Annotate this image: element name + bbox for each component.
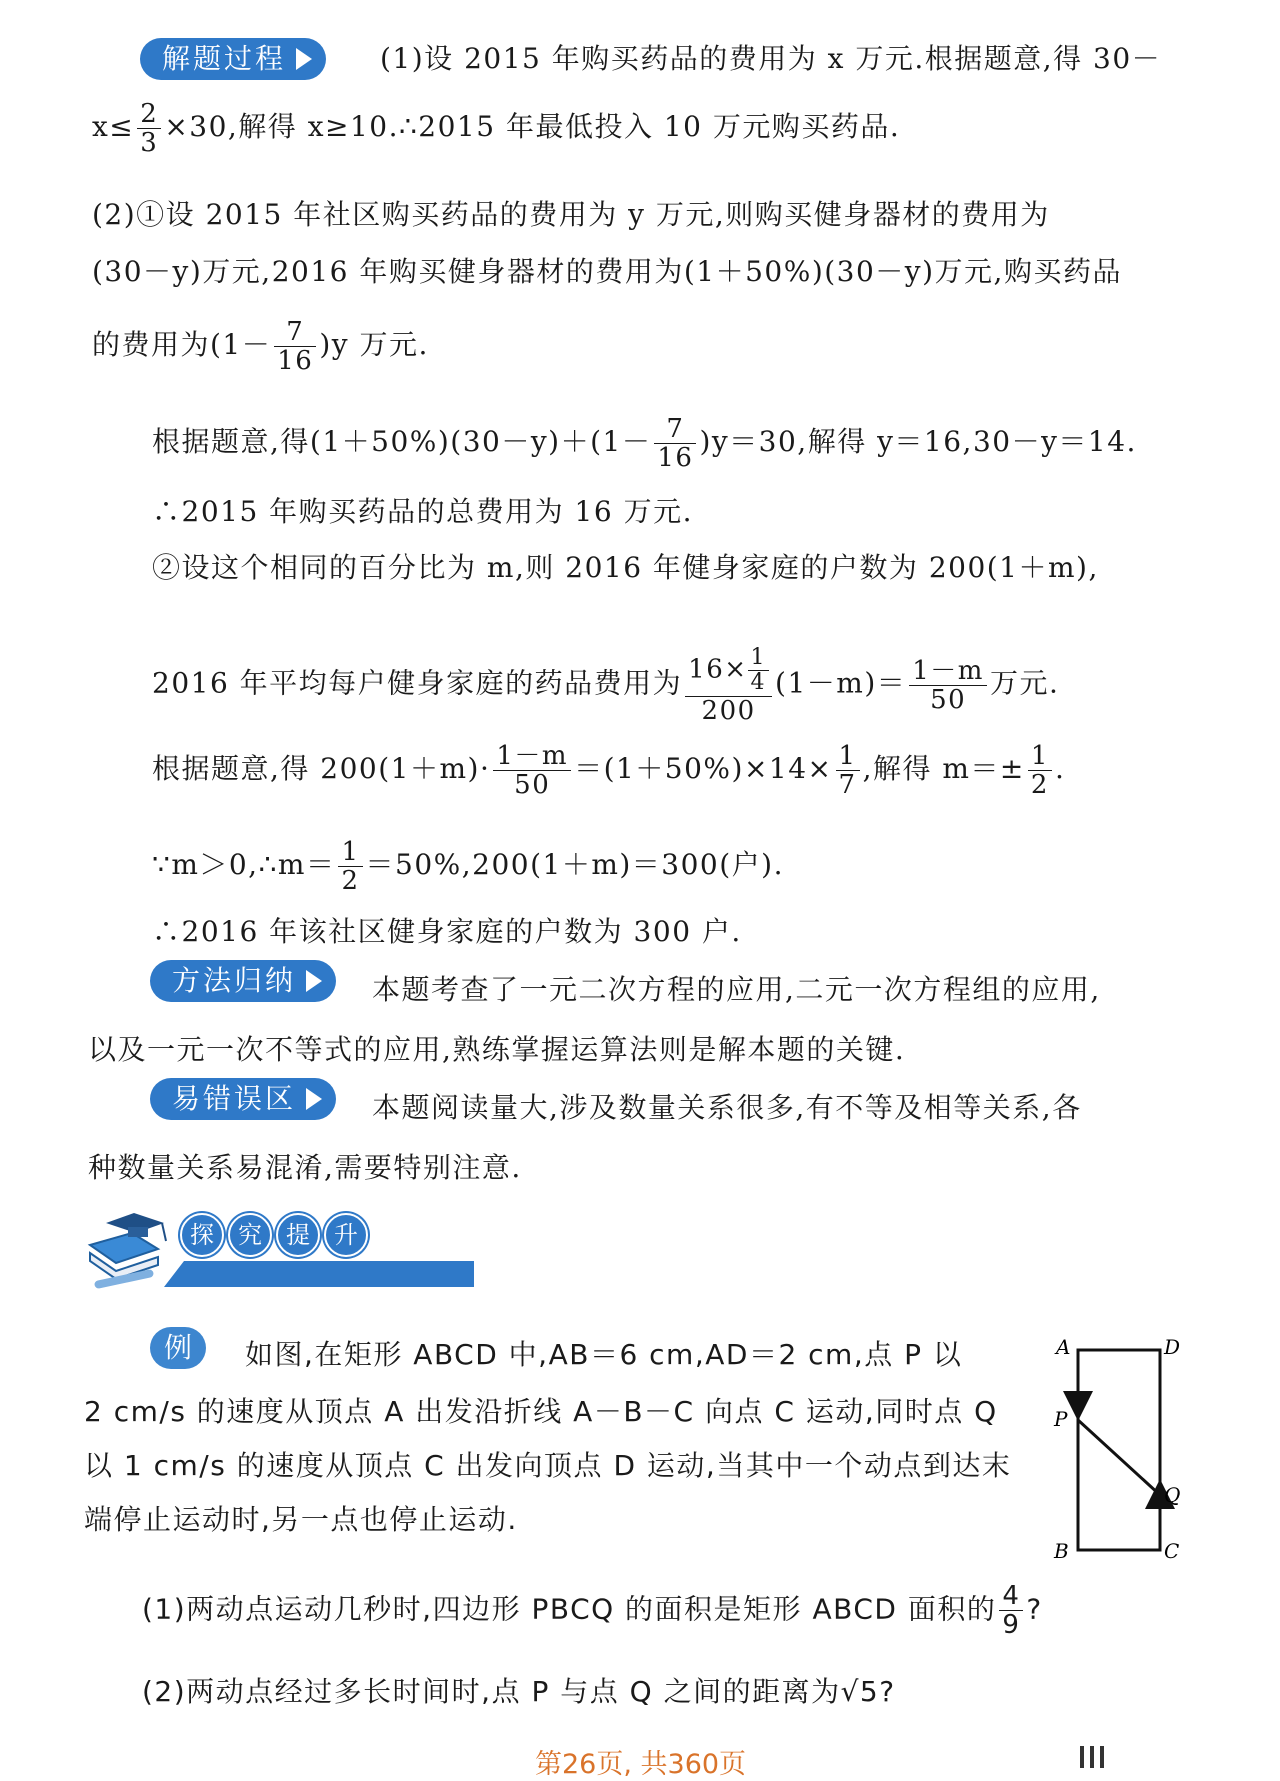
solution-tag-label: 解题过程 <box>162 42 287 75</box>
numerator: 1－m <box>493 742 571 771</box>
text-span: 的费用为(1－ <box>92 328 272 361</box>
viewer-footer <box>0 1740 1280 1780</box>
solution-line-9 <box>152 645 1059 725</box>
fraction <box>654 415 696 472</box>
solution-tag <box>140 38 326 80</box>
solution-line-10 <box>152 742 1065 799</box>
play-triangle-icon <box>296 48 312 70</box>
play-triangle-icon <box>306 970 322 992</box>
example-tag: 例 <box>150 1327 206 1369</box>
fraction <box>137 100 161 157</box>
solution-line-1: (1)设 2015 年购买药品的费用为 x 万元.根据题意,得 30－ <box>380 42 1162 75</box>
solution-line-3: (2)①设 2015 年社区购买药品的费用为 y 万元,则购买健身器材的费用为 <box>92 198 1050 231</box>
solution-line-2 <box>92 100 900 157</box>
solution-line-6 <box>152 415 1137 472</box>
text-span: ＝(1＋50%)×14× <box>574 752 833 785</box>
numerator <box>685 645 772 697</box>
denominator: 2 <box>1030 770 1049 800</box>
label-P: P <box>1054 1407 1068 1431</box>
section-title-char: 升 <box>324 1213 368 1257</box>
label-C: C <box>1164 1539 1180 1563</box>
label-Q: Q <box>1164 1483 1181 1507</box>
denominator: 50 <box>514 770 551 800</box>
text-span: ? <box>1026 1592 1043 1626</box>
label-D: D <box>1164 1335 1181 1359</box>
inner-fraction <box>748 646 770 695</box>
section-title <box>180 1213 368 1257</box>
numerator: 1 <box>1028 742 1052 771</box>
text-span: ,解得 m＝± <box>862 752 1025 785</box>
question-2: (2)两动点经过多长时间时,点 P 与点 Q 之间的距离为√5? <box>142 1675 896 1708</box>
solution-line-4: (30－y)万元,2016 年购买健身器材的费用为(1＋50%)(30－y)万元,购买药品 <box>92 255 1122 288</box>
solution-line-7: ∴2015 年购买药品的总费用为 16 万元. <box>152 495 693 528</box>
text-span: x≤ <box>92 110 135 143</box>
rectangle-diagram <box>1050 1320 1190 1570</box>
fraction <box>909 657 987 714</box>
text-span: ×30,解得 x≥10.∴2015 年最低投入 10 万元购买药品. <box>164 110 901 143</box>
method-tag-label: 方法归纳 <box>172 964 297 997</box>
text-span: 2016 年平均每户健身家庭的药品费用为 <box>152 666 683 700</box>
text-span: 根据题意,得(1＋50%)(30－y)＋(1－ <box>152 425 652 458</box>
example-line-3: 以 1 cm/s 的速度从顶点 C 出发向顶点 D 运动,当其中一个动点到达末 <box>84 1449 1012 1482</box>
text-span: ＝50%,200(1＋m)＝300(户). <box>365 848 784 881</box>
example-line-2: 2 cm/s 的速度从顶点 A 出发沿折线 A－B－C 向点 C 运动,同时点 Q <box>84 1395 998 1428</box>
books-mortarboard-icon <box>90 1213 166 1289</box>
numerator: 2 <box>137 100 161 129</box>
numerator: 1 <box>338 838 362 867</box>
text-span: (1)两动点运动几秒时,四边形 PBCQ 的面积是矩形 ABCD 面积的 <box>142 1592 997 1626</box>
section-title-char: 究 <box>228 1213 272 1257</box>
text-span: 万元. <box>989 666 1060 700</box>
numerator: 7 <box>274 318 316 347</box>
text-span: 根据题意,得 200(1＋m)· <box>152 752 491 785</box>
fraction <box>274 318 316 375</box>
label-A: A <box>1056 1335 1071 1359</box>
example-line-1: 如图,在矩形 ABCD 中,AB＝6 cm,AD＝2 cm,点 P 以 <box>245 1338 963 1371</box>
fraction <box>1028 742 1052 799</box>
text-span: . <box>1054 752 1066 785</box>
section-title-char: 探 <box>180 1213 224 1257</box>
denominator: 7 <box>838 770 857 800</box>
denominator: 16 <box>277 346 314 376</box>
numerator: 1 <box>836 742 860 771</box>
denominator: 3 <box>140 128 159 158</box>
error-line-2: 种数量关系易混淆,需要特别注意. <box>88 1151 522 1184</box>
fraction <box>836 742 860 799</box>
denominator: 50 <box>930 684 967 715</box>
method-line-1: 本题考查了一元二次方程的应用,二元一次方程组的应用, <box>372 973 1101 1006</box>
denominator: 4 <box>750 670 767 695</box>
error-tag <box>150 1078 336 1120</box>
method-tag <box>150 960 336 1002</box>
question-1 <box>142 1582 1043 1639</box>
section-header <box>84 1205 474 1295</box>
play-triangle-icon <box>306 1088 322 1110</box>
rectangle-figure <box>1050 1320 1190 1570</box>
scroll-bar-icon[interactable] <box>1100 1746 1104 1768</box>
numerator: 1－m <box>909 657 987 686</box>
solution-line-5 <box>92 318 429 375</box>
denominator: 9 <box>1002 1610 1021 1640</box>
numerator-part: 16× <box>688 654 748 685</box>
denominator: 2 <box>341 866 360 896</box>
viewer-controls[interactable] <box>1080 1746 1104 1768</box>
solution-line-11 <box>152 838 784 895</box>
numerator: 1 <box>748 646 770 671</box>
page-info: 第26页, 共360页 <box>535 1749 747 1780</box>
fraction <box>685 645 772 725</box>
section-title-char: 提 <box>276 1213 320 1257</box>
text-span: )y 万元. <box>319 328 429 361</box>
text-span: ∵m＞0,∴m＝ <box>152 848 336 881</box>
text-span: (1－m)＝ <box>775 666 907 700</box>
denominator: 16 <box>657 443 694 473</box>
fraction <box>493 742 571 799</box>
scroll-bar-icon[interactable] <box>1080 1746 1084 1768</box>
error-line-1: 本题阅读量大,涉及数量关系很多,有不等及相等关系,各 <box>372 1091 1082 1124</box>
numerator: 4 <box>999 1582 1023 1611</box>
fraction <box>338 838 362 895</box>
numerator: 7 <box>654 415 696 444</box>
example-line-4: 端停止运动时,另一点也停止运动. <box>84 1503 518 1536</box>
error-tag-label: 易错误区 <box>172 1082 297 1115</box>
solution-line-8: ②设这个相同的百分比为 m,则 2016 年健身家庭的户数为 200(1＋m), <box>152 551 1099 584</box>
scroll-bar-icon[interactable] <box>1090 1746 1094 1768</box>
fraction <box>999 1582 1023 1639</box>
denominator: 200 <box>701 696 756 726</box>
label-B: B <box>1054 1539 1069 1563</box>
text-span: )y＝30,解得 y＝16,30－y＝14. <box>699 425 1137 458</box>
method-line-2: 以及一元一次不等式的应用,熟练掌握运算法则是解本题的关键. <box>88 1033 906 1066</box>
solution-line-12: ∴2016 年该社区健身家庭的户数为 300 户. <box>152 915 742 948</box>
